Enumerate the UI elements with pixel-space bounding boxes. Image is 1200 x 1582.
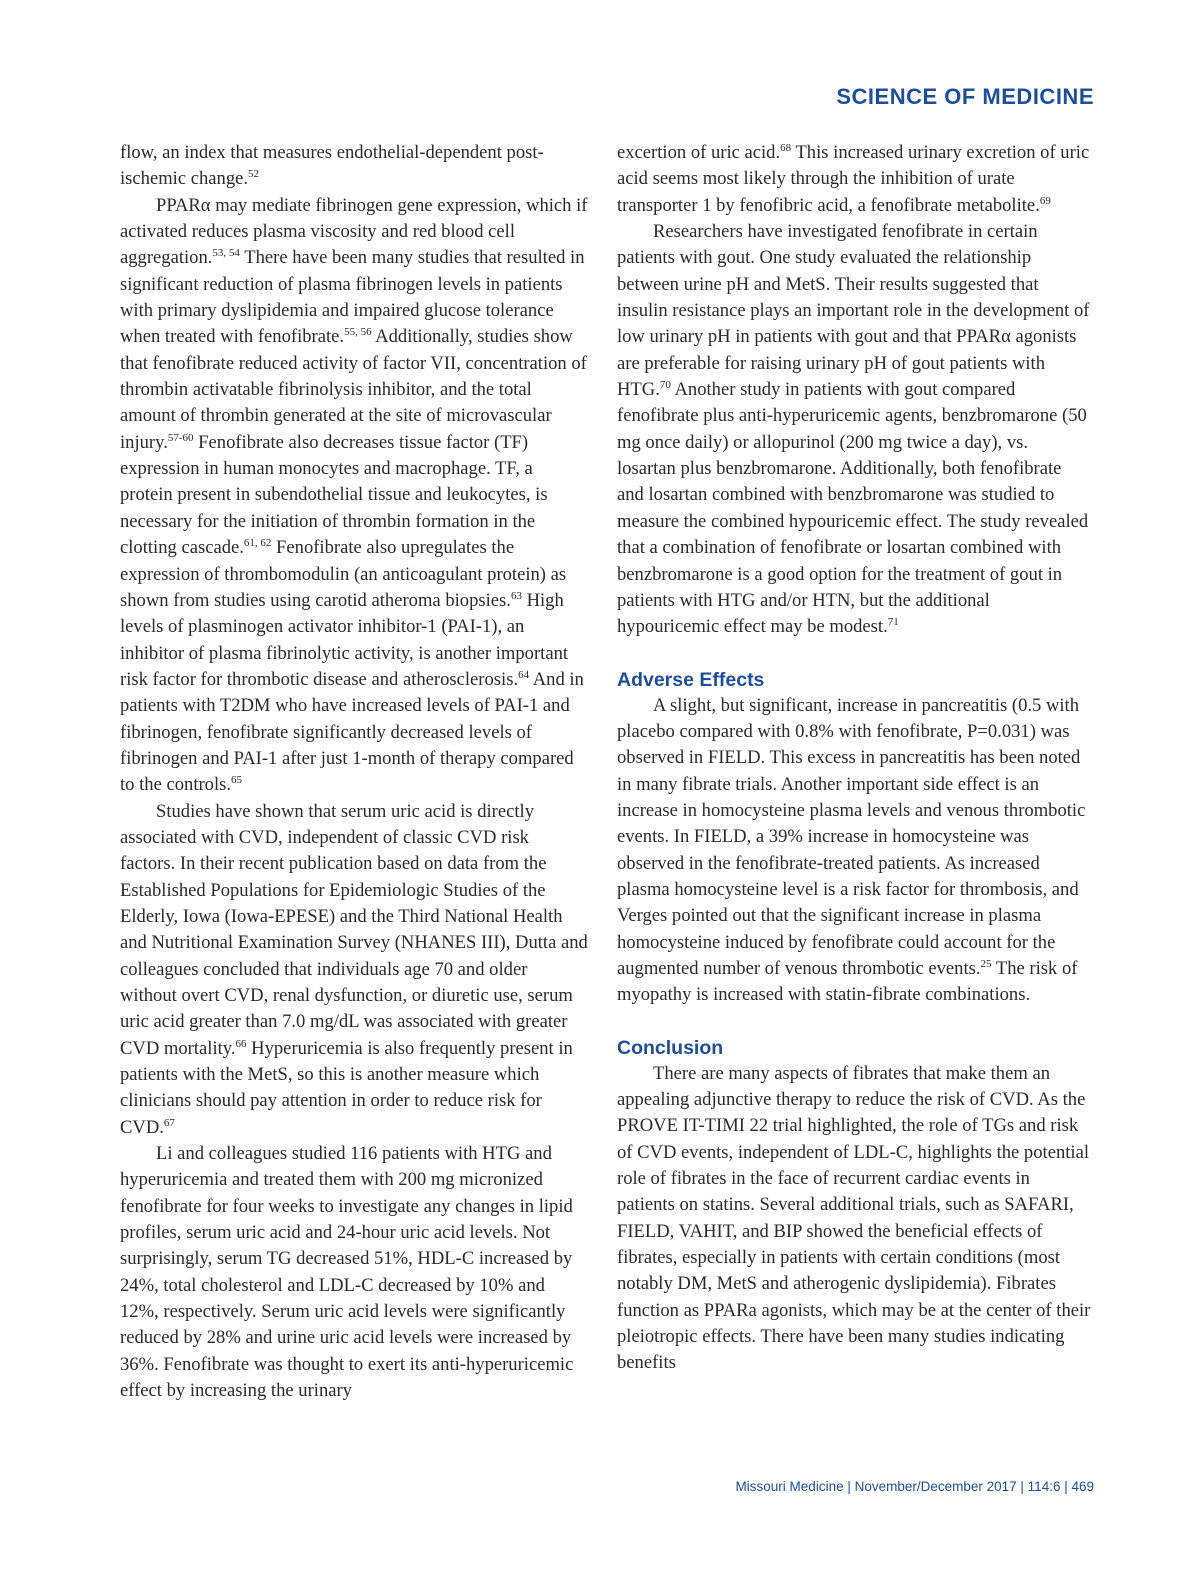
left-column	[120, 140, 588, 1405]
paragraph: A slight, but significant, increase in pancreatitis (0.5 with placebo compared with 0.8% with fenofibrate, P=0.031) was observed in FIELD. This excess in pancreatitis has been noted in many fibrate trials. Another important side effect is an increase in homocysteine plasma levels and venous thrombotic events. In FIELD, a 39% increase in homocysteine was observed in the fenofibrate-treated patients. As increased plasma homocysteine level is a risk factor for thrombosis, and Verges pointed out that the significant increase in plasma homocysteine induced by fenofibrate could account for the augmented number of venous thrombotic events.$^{25}$ The risk of myopathy is increased with statin-fibrate combinations.	[617, 694, 1086, 1006]
paragraph: Researchers have investigated fenofibrate in certain patients with gout. One study evaluated the relationship between urine pH and MetS. Their results suggested that insulin resistance plays an important role in the development of low urinary pH in patients with gout and that PPARα agonists are preferable for raising urinary pH of gout patients with HTG.$^{70}$ Another study in patients with gout compared fenofibrate plus anti-hyperuricemic agents, benzbromarone (50 mg once daily) or allopurinol (200 mg twice a day), vs. losartan plus benzbromarone. Additionally, both fenofibrate and losartan combined with benzbromarone was studied to measure the combined hypouricemic effect. The study revealed that a combination of fenofibrate or losartan combined with benzbromarone is a good option for the treatment of gout in patients with HTG and/or HTN, but the additional hypouricemic effect may be modest.$^{71}$	[617, 221, 1090, 638]
paragraph: flow, an index that measures endothelial-dependent post-ischemic change.$^{52}$	[120, 142, 544, 190]
paragraph: Studies have shown that serum uric acid is directly associated with CVD, independent of classic CVD risk factors. In their recent publication based on data from the Established Populations for Epidemiologic Studies of the Elderly, Iowa (Iowa-EPESE) and the Third National Health and Nutritional Examination Survey (NHANES III), Dutta and colleagues concluded that individuals age 70 and older without overt CVD, renal dysfunction, or diuretic use, serum uric acid greater than 7.0 mg/dL was associated with greater CVD mortality.$^{66}$ Hyperuricemia is also frequently present in patients with the MetS, so this is another measure which clinicians should pay attention in order to reduce risk for CVD.$^{67}$	[120, 800, 588, 1138]
paragraph: There are many aspects of fibrates that make them an appealing adjunctive therapy to reduce the risk of CVD. As the PROVE IT-TIMI 22 trial highlighted, the role of TGs and risk of CVD events, independent of LDL-C, highlights the potential role of fibrates in the face of recurrent cardiac events in patients on statins. Several additional trials, such as SAFARI, FIELD, VAHIT, and BIP showed the beneficial effects of fibrates, especially in patients with certain conditions (most notably DM, MetS and atherogenic dyslipidemia). Fibrates function as PPARa agonists, which may be at the center of their pleiotropic effects. There have been many studies indicating benefits	[617, 1062, 1091, 1374]
right-column	[617, 140, 1091, 1377]
paragraph: excertion of uric acid.$^{68}$ This increased urinary excretion of uric acid seems most likely through the inhibition of urate transporter 1 by fenofibric acid, a fenofibrate metabolite.$^{69}$	[617, 142, 1090, 216]
paragraph: PPARα may mediate fibrinogen gene expression, which if activated reduces plasma viscosity and red blood cell aggregation.$^{53, 54}$ There have been many studies that resulted in significant reduction of plasma fibrinogen levels in patients with primary dyslipidemia and impaired glucose tolerance when treated with fenofibrate.$^{55, 56}$ Additionally, studies show that fenofibrate reduced activity of factor VII, concentration of thrombin activatable fibrinolysis inhibitor, and the total amount of thrombin generated at the site of microvascular injury.$^{57-60}$ Fenofibrate also decreases tissue factor (TF) expression in human monocytes and macrophage. TF, a protein present in subendothelial tissue and leukocytes, is necessary for the initiation of thrombin formation in the clotting cascade.$^{61, 62}$ Fenofibrate also upregulates the expression of thrombomodulin (an anticoagulant protein) as shown from studies using carotid atheroma biopsies.$^{63}$ High levels of plasminogen activator inhibitor-1 (PAI-1), an inhibitor of plasma fibrinolytic activity, is another important risk factor for thrombotic disease and atherosclerosis.$^{64}$ And in patients with T2DM who have increased levels of PAI-1 and fibrinogen, fenofibrate significantly decreased levels of fibrinogen and PAI-1 after just 1-month of therapy compared to the controls.$^{65}$	[120, 194, 588, 796]
heading-adverse-effects: Adverse Effects	[617, 668, 765, 691]
paragraph: Li and colleagues studied 116 patients with HTG and hyperuricemia and treated them with 200 mg micronized fenofibrate for four weeks to investigate any changes in lipid profiles, serum uric acid and 24-hour uric acid levels. Not surprisingly, serum TG decreased 51%, HDL-C increased by 24%, total cholesterol and LDL-C decreased by 10% and 12%, respectively. Serum uric acid levels were significantly reduced by 28% and urine uric acid levels were increased by 36%. Fenofibrate was thought to exert its anti-hyperuricemic effect by increasing the urinary	[120, 1143, 574, 1402]
page-footer: Missouri Medicine | November/December 2017 | 114:6 | 469	[735, 1479, 1094, 1494]
heading-conclusion: Conclusion	[617, 1036, 724, 1059]
section-label: SCIENCE OF MEDICINE	[836, 84, 1094, 109]
